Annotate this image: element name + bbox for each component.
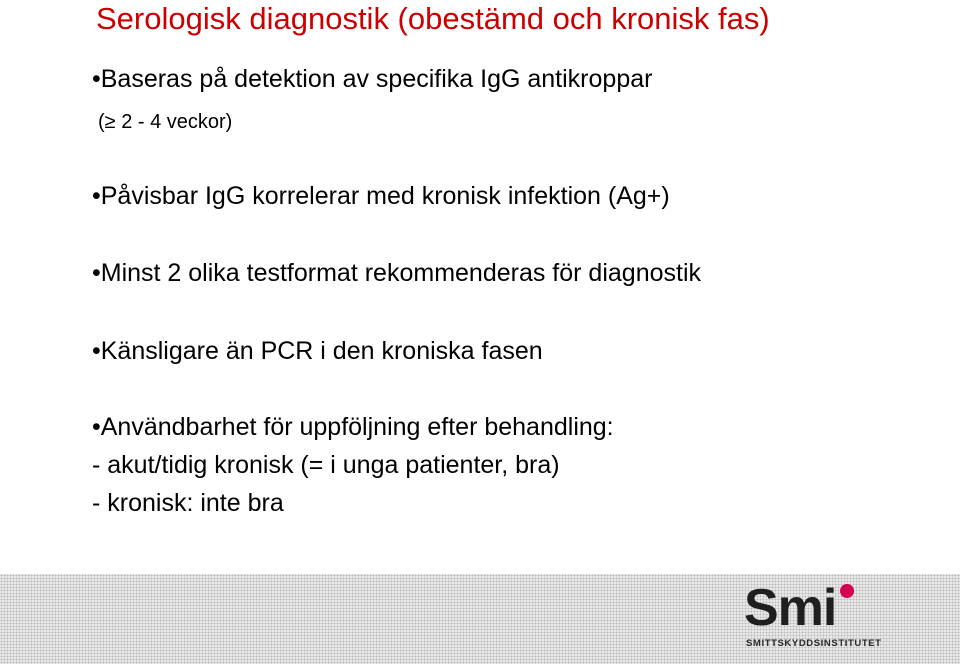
logo-dot-icon [840,584,854,598]
bullet-line: •Känsligare än PCR i den kroniska fasen [92,337,543,365]
bullet-line: •Påvisbar IgG korrelerar med kronisk infektion (Ag+) [92,182,670,210]
logo-wordmark: Smi [744,579,837,637]
dash-line: - akut/tidig kronisk (= i unga patienter, bra) [92,451,560,479]
bullet-line: •Baseras på detektion av specifika IgG antikroppar [92,65,653,93]
dash-line: - kronisk: inte bra [92,489,284,517]
bullet-line: •Användbarhet för uppföljning efter behandling: [92,413,614,441]
slide-title: Serologisk diagnostik (obestämd och kronisk fas) [96,1,770,36]
bullet-subline: (≥ 2 - 4 veckor) [98,111,233,133]
logo-subtitle: SMITTSKYDDSINSTITUTET [746,638,882,649]
bullet-line: •Minst 2 olika testformat rekommenderas för diagnostik [92,259,701,287]
smi-logo [744,578,882,654]
